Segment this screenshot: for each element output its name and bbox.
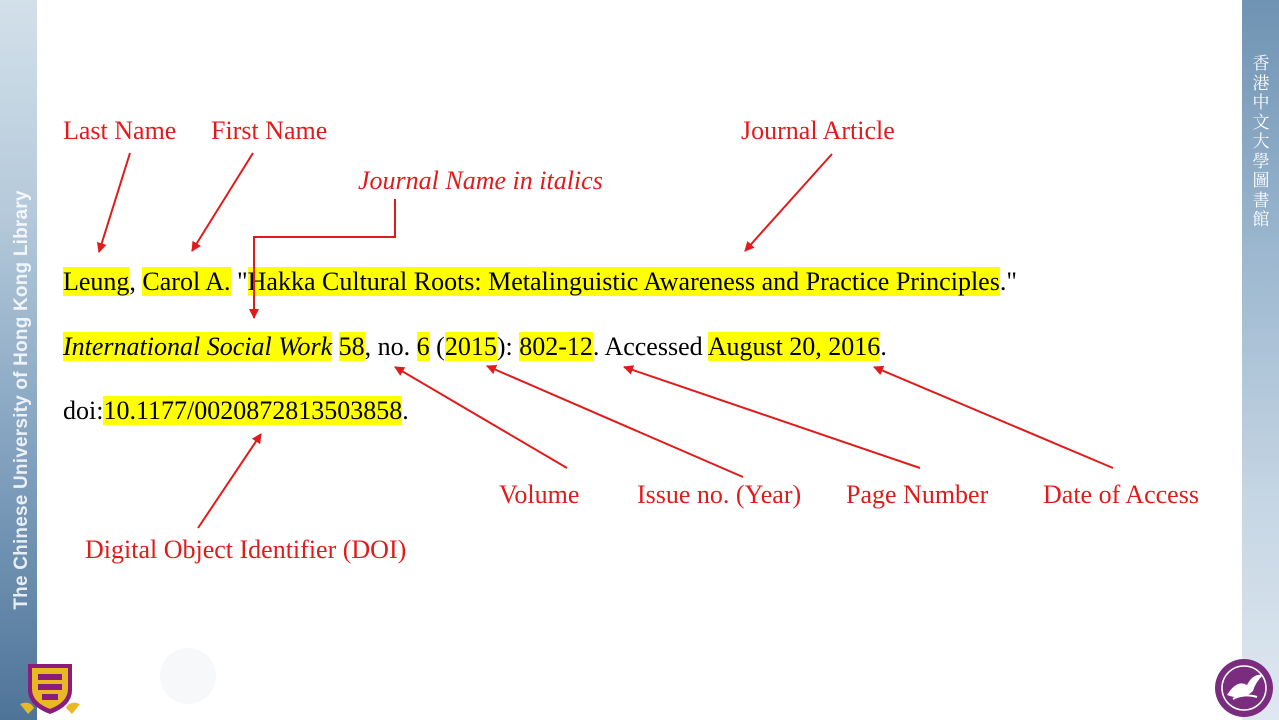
citation-journal-name: International Social Work [63, 332, 333, 361]
chinese-char: 館 [1252, 210, 1270, 230]
citation-volume: 58 [338, 332, 365, 361]
citation-year: 2015 [444, 332, 497, 361]
watermark-logo [160, 648, 216, 704]
citation-line-3 [63, 395, 409, 427]
citation-access-date: August 20, 2016 [707, 332, 881, 361]
label-volume: Volume [499, 480, 580, 509]
citation-separator [332, 332, 339, 361]
arrow-date-access [874, 367, 1113, 468]
citation-article-title: Hakka Cultural Roots: Metalinguistic Awareness and Practice Principles [247, 267, 1000, 296]
citation-separator: ): [496, 332, 520, 361]
citation-separator: . Accessed [592, 332, 708, 361]
label-journal-name: Journal Name in italics [358, 166, 603, 195]
citation-line-2 [63, 331, 887, 363]
chinese-char: 文 [1252, 112, 1270, 133]
chinese-char: 中 [1252, 93, 1270, 113]
arrow-page-number [624, 367, 920, 468]
citation-issue: 6 [416, 332, 430, 361]
label-issue-year: Issue no. (Year) [637, 480, 802, 509]
citation-separator: " [230, 267, 248, 296]
citation-doi-prefix: doi: [63, 396, 104, 425]
label-doi: Digital Object Identifier (DOI) [85, 535, 407, 564]
arrow-issue-year [487, 366, 743, 477]
chinese-char: 圖 [1252, 171, 1270, 191]
chinese-char: 港 [1252, 73, 1270, 94]
citation-separator: , no. [364, 332, 417, 361]
library-name-chinese [1249, 55, 1273, 231]
arrow-journal-article [745, 154, 832, 251]
label-page-number: Page Number [846, 480, 989, 509]
chinese-char: 學 [1252, 151, 1270, 172]
label-date-access: Date of Access [1043, 480, 1199, 509]
citation-separator: ( [429, 332, 445, 361]
citation-separator: . [402, 396, 409, 425]
university-crest-icon [20, 660, 80, 716]
arrow-doi [198, 434, 261, 528]
library-seal-icon [1213, 657, 1275, 719]
chinese-char: 大 [1252, 132, 1270, 152]
citation-pages: 802-12 [519, 332, 593, 361]
arrow-volume [395, 367, 567, 468]
label-first-name: First Name [211, 116, 328, 145]
chinese-char: 香 [1252, 54, 1270, 74]
library-name-vertical: The Chinese University of Hong Kong Library [11, 190, 32, 610]
citation-separator: ." [999, 267, 1017, 296]
citation-doi: 10.1177/0020872813503858 [103, 396, 403, 425]
arrow-journal-name [254, 199, 395, 318]
citation-separator: , [129, 267, 143, 296]
citation-separator: . [880, 332, 887, 361]
citation-first-name: Carol A. [142, 267, 231, 296]
chinese-char: 書 [1252, 190, 1270, 211]
citation-last-name: Leung [63, 267, 130, 296]
arrow-first-name [192, 153, 253, 251]
label-journal-article: Journal Article [741, 116, 895, 145]
citation-line-1 [63, 266, 1017, 298]
arrow-last-name [99, 153, 130, 252]
label-last-name: Last Name [63, 116, 177, 145]
